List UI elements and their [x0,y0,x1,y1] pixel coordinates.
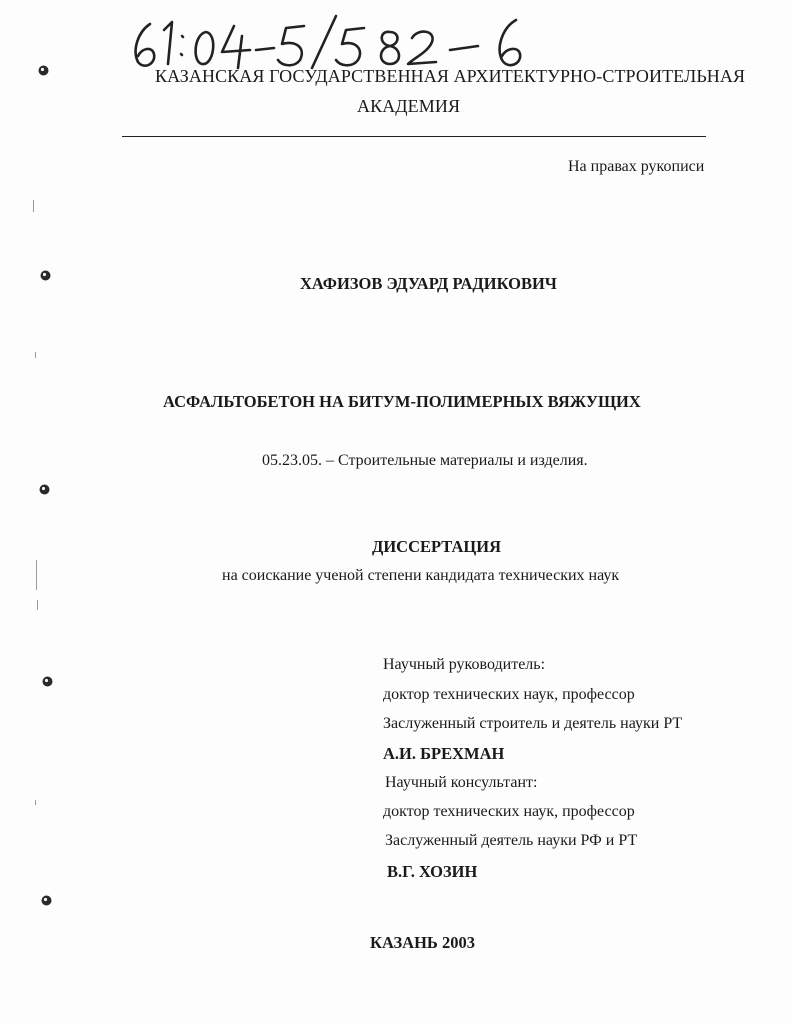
scan-speck [33,200,34,212]
supervisor-honor: Заслуженный строитель и деятель науки РТ [383,715,683,732]
specialty-code: 05.23.05. – Строительные материалы и изделия. [262,452,588,469]
punch-hole-1 [37,64,50,77]
document-type-heading: ДИССЕРТАЦИЯ [372,537,501,556]
consultant-name: В.Г. ХОЗИН [387,862,478,881]
dissertation-title: АСФАЛЬТОБЕТОН НА БИТУМ-ПОЛИМЕРНЫХ ВЯЖУЩИХ [163,392,641,411]
author-name: ХАФИЗОВ ЭДУАРД РАДИКОВИЧ [300,274,557,293]
consultant-honor: Заслуженный деятель науки РФ и РТ [385,832,638,849]
supervisor-degree: доктор технических наук, профессор [383,686,635,703]
punch-hole-4 [41,675,54,688]
supervisor-name: А.И. БРЕХМАН [383,744,505,763]
consultant-degree: доктор технических наук, профессор [383,803,635,820]
header-divider [122,136,706,137]
place-and-year: КАЗАНЬ 2003 [370,933,475,952]
institution-name-line2: АКАДЕМИЯ [357,96,461,116]
manuscript-rights: На правах рукописи [568,158,705,175]
handwritten-archive-code [128,10,558,72]
consultant-role: Научный консультант: [385,774,538,791]
document-type-subheading: на соискание ученой степени кандидата технических наук [222,567,620,584]
institution-name-line1: КАЗАНСКАЯ ГОСУДАРСТВЕННАЯ АРХИТЕКТУРНО-СТРОИТЕЛЬНАЯ [155,66,746,86]
punch-hole-3 [38,483,51,496]
scan-speck [36,560,37,590]
punch-hole-2 [39,269,52,282]
supervisor-role: Научный руководитель: [383,656,546,673]
scan-speck [35,800,36,805]
punch-hole-5 [40,894,53,907]
scan-speck [35,352,36,358]
scan-speck [37,600,38,610]
